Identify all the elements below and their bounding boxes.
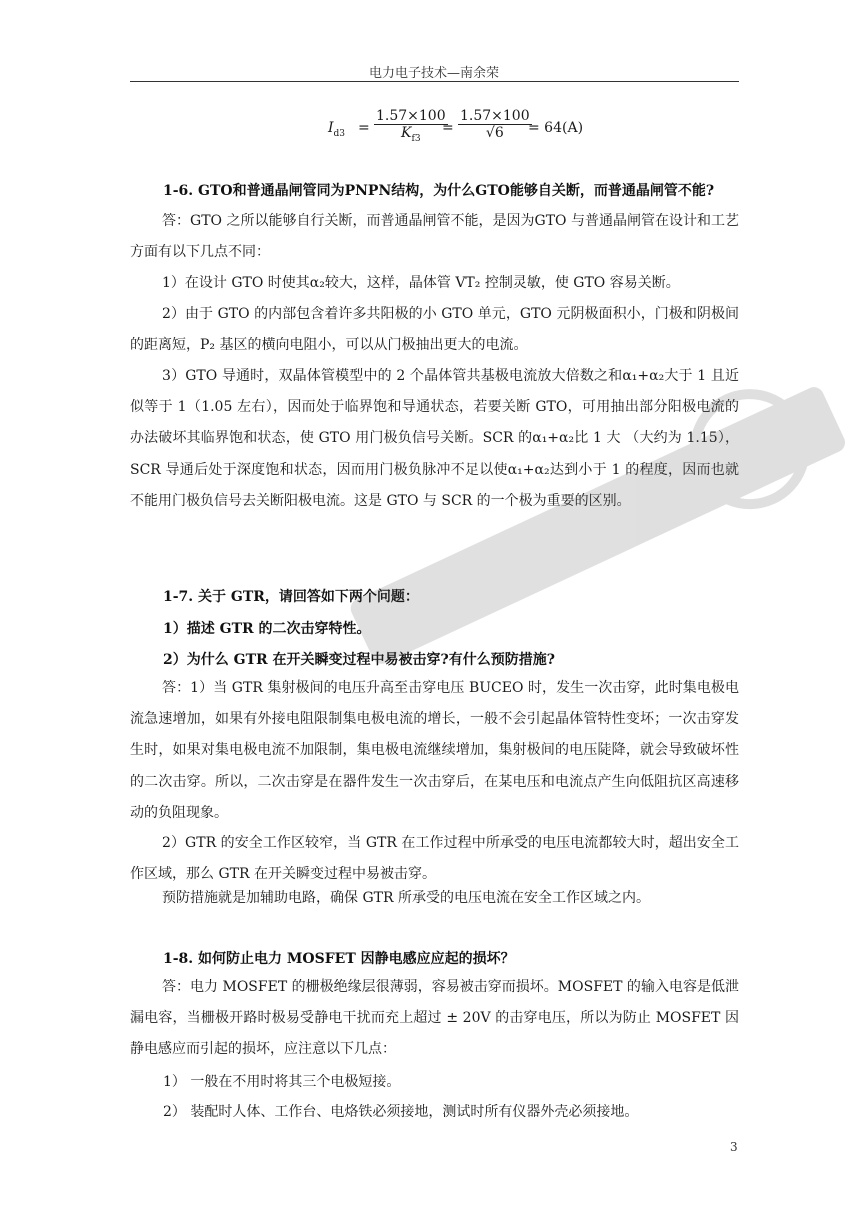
question-1-7-answer-3: 预防措施就是加辅助电路，确保 GTR 所承受的电压电流在安全工作区域之内。 <box>162 890 650 906</box>
running-header: 电力电子技术—南余荣 <box>368 66 499 81</box>
question-1-7-answer-1: 答：1）当 GTR 集射极间的电压升高至击穿电压 BUCEO 时，发生一次击穿，此时集电极电流急速增加，如果有外接电阻限制集电极电流的增长，一般不会引起晶体管特性变坏；一次击穿发生时，如果对集电极电流不加限制，集电极电流继续增加，集射极间的电压陡降，就会导致破坏性的二次击穿。所以，二次击穿是在器件发生一次击穿后，在某电压和电流点产生向低阻抗区高速移动的负阻现象。 <box>130 680 739 821</box>
question-1-8-intro: 答：电力 MOSFET 的栅极绝缘层很薄弱，容易被击穿而损坏。MOSFET 的输入电容是低泄漏电容，当栅极开路时极易受静电干扰而充上超过 ± 20V 的击穿电压，所以为防止 MOSFET 因静电感应而引起的损坏，应注意以下几点： <box>130 979 739 1058</box>
question-1-7-sub-2: 2）为什么 GTR 在开关瞬变过程中易被击穿?有什么预防措施? <box>163 652 555 668</box>
question-1-8-title: 1-8. 如何防止电力 MOSFET 因静电感应应起的损坏？ <box>163 951 515 967</box>
question-1-8-item-2: 2） 装配时人体、工作台、电烙铁必须接地，测试时所有仪器外壳必须接地。 <box>163 1104 639 1120</box>
question-1-6-point-2: 2）由于 GTO 的内部包含着许多共阳极的小 GTO 单元，GTO 元阴极面积小，门极和阴极间的距离短，P₂ 基区的横向电阻小，可以从门极抽出更大的电流。 <box>130 306 739 354</box>
question-1-6-intro: 答：GTO 之所以能够自行关断，而普通晶闸管不能，是因为GTO 与普通晶闸管在设计和工艺方面有以下几点不同： <box>130 213 739 261</box>
formula-result: = 64(A) <box>528 120 584 136</box>
fraction-2: $\frac{1.57\times 100}{√6}$ <box>460 108 530 141</box>
current-formula: $I_{d3}$ = $\frac{1.57\times 100}{K_{f3}}$ = $\frac{1.57\times 100}{√6}$ = 64(A) <box>328 108 584 144</box>
formula-lhs: $I_{d3}$ <box>328 120 346 139</box>
fraction-1: $\frac{1.57\times 100}{K_{f3}}$ <box>376 108 446 144</box>
question-1-7-answer-2: 2）GTR 的安全工作区较窄，当 GTR 在工作过程中所承受的电压电流都较大时，超出安全工作区域，那么 GTR 在开关瞬变过程中易被击穿。 <box>130 835 739 883</box>
page-number: 3 <box>730 1140 738 1154</box>
question-1-7-sub-1: 1）描述 GTR 的二次击穿特性。 <box>163 621 371 637</box>
question-1-7-title: 1-7. 关于 GTR，请回答如下两个问题： <box>163 589 419 605</box>
question-1-6-title: 1-6. GTO和普通晶闸管同为PNPN结构，为什么GTO能够自关断，而普通晶闸管不能? <box>163 183 715 199</box>
header-rule <box>130 81 739 82</box>
question-1-6-point-3: 3）GTO 导通时，双晶体管模型中的 2 个晶体管共基极电流放大倍数之和α₁+α₂大于 1 且近似等于 1（1.05 左右），因而处于临界饱和导通状态，若要关断 GTO，可用抽出部分阳极电流的办法破坏其临界饱和状态，使 GTO 用门极负信号关断。SCR 的α₁+α₂比 1 大 （大约为 1.15），SCR 导通后处于深度饱和状态，因而用门极负脉冲不足以使α₁+α₂达到小于 1 的程度，因而也就不能用门极负信号去关断阳极电流。这是 GTO 与 SCR 的一个极为重要的区别。 <box>130 368 739 509</box>
question-1-8-item-1: 1） 一般在不用时将其三个电极短接。 <box>163 1074 401 1090</box>
question-1-6-point-1: 1）在设计 GTO 时使其α₂较大，这样，晶体管 VT₂ 控制灵敏，使 GTO 容易关断。 <box>162 275 680 291</box>
